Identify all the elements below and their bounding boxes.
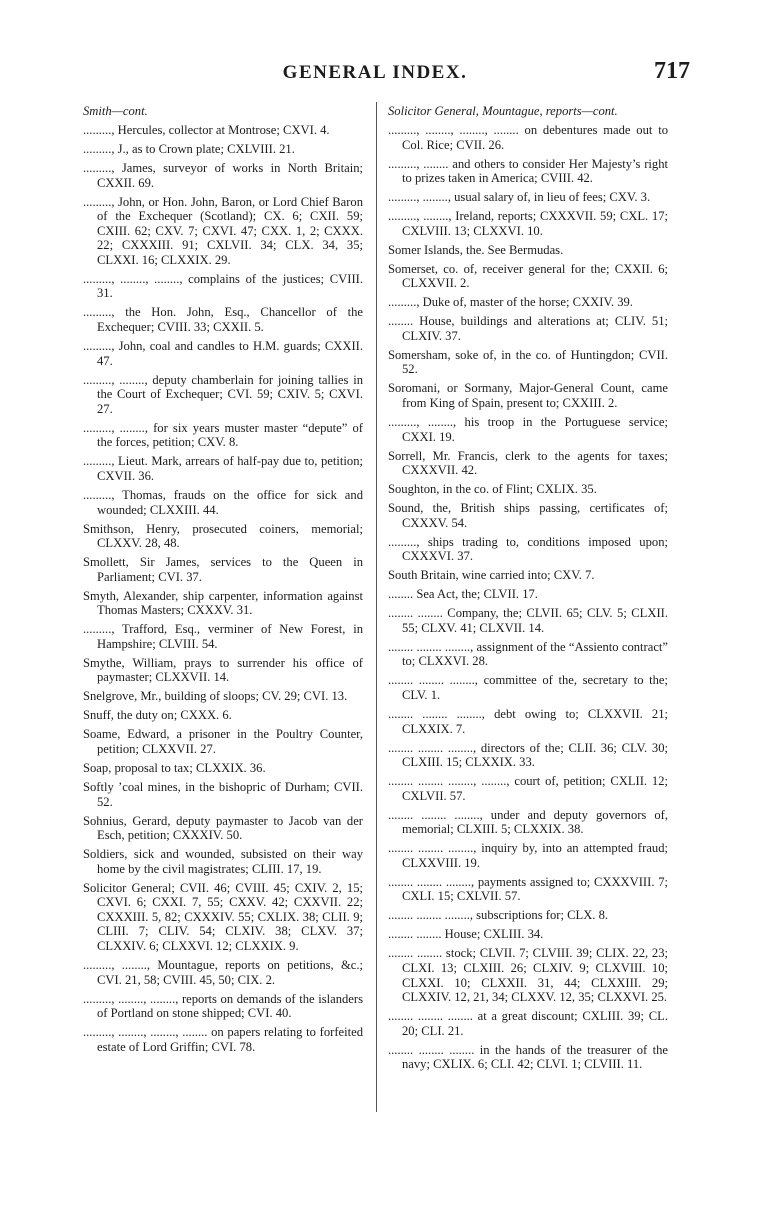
index-entry: Smollett, Sir James, services to the Queen in Parliament; CVI. 37.	[83, 555, 363, 584]
index-entry: ........., ........, for six years muster master “depute” of the forces, petition; CXV. 8.	[83, 420, 363, 450]
index-entry: ........ ........ ........, committee of the, secretary to the; CLV. 1.	[388, 673, 668, 702]
index-entry: Solicitor General, Mountague, reports—cont.	[388, 104, 618, 118]
index-entry: Sorrell, Mr. Francis, clerk to the agents for taxes; CXXXVII. 42.	[388, 448, 668, 478]
index-entry: ........., ........, usual salary of, in lieu of fees; CXV. 3.	[388, 190, 651, 205]
index-entry: ........ ........ ........, subscriptions for; CLX. 8.	[388, 908, 609, 923]
index-entry: ........., John, coal and candles to H.M. guards; CXXII. 47.	[83, 339, 363, 368]
index-entry: ........ House, buildings and alterations at; CLIV. 51; CLXIV. 37.	[388, 314, 668, 343]
index-entry: ........., ........, ........, reports on demands of the islanders of Portland on stone shipped; CVI. 40.	[83, 991, 363, 1021]
index-entry: ........., Trafford, Esq., verminer of New Forest, in Hampshire; CLVIII. 54.	[83, 622, 363, 651]
page-title: GENERAL INDEX.	[282, 62, 468, 83]
index-entry: ........., the Hon. John, Esq., Chancellor of the Exchequer; CVIII. 33; CXXII. 5.	[83, 305, 363, 335]
index-entry: Soromani, or Sormany, Major-General Count, came from King of Spain, present to; CXXIII. 2.	[388, 381, 668, 410]
index-entry: ........., ........, ........, ........ on debentures made out to Col. Rice; CVII. 26.	[388, 122, 668, 152]
page-header	[60, 58, 690, 92]
index-entry: Smithson, Henry, prosecuted coiners, memorial; CLXXV. 28, 48.	[83, 521, 363, 551]
index-entry: ........., ........, Ireland, reports; CXXXVII. 59; CXL. 17; CXLVIII. 13; CLXXVI. 10.	[388, 209, 668, 238]
index-entry: ........., ........, his troop in the Portuguese service; CXXI. 19.	[388, 414, 668, 444]
index-entry: Smyth, Alexander, ship carpenter, information against Thomas Masters; CXXXV. 31.	[83, 588, 363, 618]
index-entry: Snelgrove, Mr., building of sloops; CV. 29; CVI. 13.	[83, 689, 348, 704]
page-number: 717	[654, 58, 690, 84]
index-entry: ........., ........, ........, complains of the justices; CVIII. 31.	[83, 271, 363, 301]
index-entry: ........., ........, ........, ........ on papers relating to forfeited estate of Lord Griffin; CVI. 78.	[83, 1025, 363, 1054]
index-entry: Snuff, the duty on; CXXX. 6.	[83, 708, 232, 723]
index-entry: ........., ........, deputy chamberlain for joining tallies in the Court of Exchequer; CVI. 59; CXIV. 5; CXVI. 27.	[83, 372, 363, 416]
index-entry: Somer Islands, the. See Bermudas.	[388, 242, 564, 257]
index-entry: Sound, the, British ships passing, certificates of; CXXXV. 54.	[388, 501, 668, 530]
right-column	[388, 104, 668, 1076]
index-entry: South Britain, wine carried into; CXV. 7.	[388, 568, 595, 583]
index-entry: Sohnius, Gerard, deputy paymaster to Jacob van der Esch, petition; CXXXIV. 50.	[83, 813, 363, 843]
index-entry: Somersham, soke of, in the co. of Huntingdon; CVII. 52.	[388, 347, 668, 377]
index-entry: Soame, Edward, a prisoner in the Poultry Counter, petition; CLXXVII. 27.	[83, 727, 363, 756]
index-entry: ........., ships trading to, conditions imposed upon; CXXXVI. 37.	[388, 534, 668, 564]
index-entry: ........., Hercules, collector at Montrose; CXVI. 4.	[83, 122, 330, 137]
index-entry: ........ Sea Act, the; CLVII. 17.	[388, 587, 538, 602]
index-entry: ........., J., as to Crown plate; CXLVIII. 21.	[83, 141, 295, 156]
index-entry: Soap, proposal to tax; CLXXIX. 36.	[83, 760, 266, 775]
index-entry: Soldiers, sick and wounded, subsisted on their way home by the civil magistrates; CLIII. 17, 19.	[83, 847, 363, 876]
index-entry: ........., John, or Hon. John, Baron, or Lord Chief Baron of the Exchequer (Scotland); CX. 6; CXII. 59; CXIII. 62; CXV. 7; CXVI. 47; CXX. 1, 2; CXXX. 22; CXXXIII. 91; CXLVII. 34; CLX. 34, 35; CLXXI. 16; CLXXIX. 29.	[83, 194, 363, 267]
index-entry: Solicitor General; CVII. 46; CVIII. 45; CXIV. 2, 15; CXVI. 6; CXXI. 7, 55; CXXV. 42; CXXVII. 22; CXXXIII. 5, 82; CXXXIV. 55; CXLIX. 38; CLII. 9; CLIII. 7; CLIV. 54; CLXIV. 38; CLXV. 37; CLXXIV. 6; CLXXVI. 12; CLXXIX. 9.	[83, 880, 363, 954]
index-entry: Soughton, in the co. of Flint; CXLIX. 35.	[388, 482, 597, 497]
index-entry: ........ ........ ........, directors of the; CLII. 36; CLV. 30; CLXIII. 15; CLXXIX. 33.	[388, 740, 668, 770]
index-entry: ........ ........ Company, the; CLVII. 65; CLV. 5; CLXII. 55; CLXV. 41; CLXVII. 14.	[388, 606, 668, 635]
index-entry: ........., ........ and others to consider Her Majesty’s right to prizes taken in America; CVIII. 42.	[388, 156, 668, 186]
index-entry: ........ ........ ........, inquiry by, into an attempted fraud; CLXXVIII. 19.	[388, 841, 668, 870]
index-entry: ........., Lieut. Mark, arrears of half-pay due to, petition; CXVII. 36.	[83, 454, 363, 483]
index-entry: ........ ........ House; CXLIII. 34.	[388, 927, 544, 942]
index-entry: ........., Thomas, frauds on the office for sick and wounded; CLXXIII. 44.	[83, 487, 363, 517]
index-entry: ........ ........ ........, ........, court of, petition; CXLII. 12; CXLVII. 57.	[388, 774, 668, 803]
index-entry: Smith—cont.	[83, 104, 148, 118]
index-entry: ........ ........ stock; CLVII. 7; CLVIII. 39; CLIX. 22, 23; CLXI. 13; CLXIII. 26; CLXIV. 9; CLXVIII. 10; CLXXI. 10; CLXXII. 31, 44; CLXXIII. 29; CLXXIV. 12, 21, 34; CLXXV. 12, 35; CLXXVI. 25.	[388, 946, 668, 1005]
index-entry: ........ ........ ........, debt owing to; CLXXVII. 21; CLXXIX. 7.	[388, 706, 668, 736]
index-entry: Softly ’coal mines, in the bishopric of Durham; CVII. 52.	[83, 779, 363, 809]
index-entry: ........ ........ ........, assignment of the “Assiento contract” to; CLXXVI. 28.	[388, 639, 668, 669]
index-entry: ........., James, surveyor of works in North Britain; CXXII. 69.	[83, 160, 363, 190]
index-entry: Somerset, co. of, receiver general for the; CXXII. 6; CLXXVII. 2.	[388, 261, 668, 291]
index-entry: ........ ........ ........, under and deputy governors of, memorial; CLXIII. 5; CLXXIX. 38.	[388, 807, 668, 837]
index-entry: ........ ........ ........, payments assigned to; CXXXVIII. 7; CXLI. 15; CXLVII. 57.	[388, 874, 668, 904]
index-entry: ........ ........ ........ at a great discount; CXLIII. 39; CL. 20; CLI. 21.	[388, 1009, 668, 1038]
index-entry: ........ ........ ........ in the hands of the treasurer of the navy; CXLIX. 6; CLI. 42; CLVI. 1; CLVIII. 11.	[388, 1042, 668, 1072]
index-entry: Smythe, William, prays to surrender his office of paymaster; CLXXVII. 14.	[83, 655, 363, 685]
left-column	[83, 104, 363, 1059]
index-entry: ........., Duke of, master of the horse; CXXIV. 39.	[388, 295, 633, 310]
index-entry: ........., ........, Mountague, reports on petitions, &c.; CVI. 21, 58; CVIII. 45, 50; CIX. 2.	[83, 958, 363, 987]
column-divider	[376, 102, 377, 1112]
